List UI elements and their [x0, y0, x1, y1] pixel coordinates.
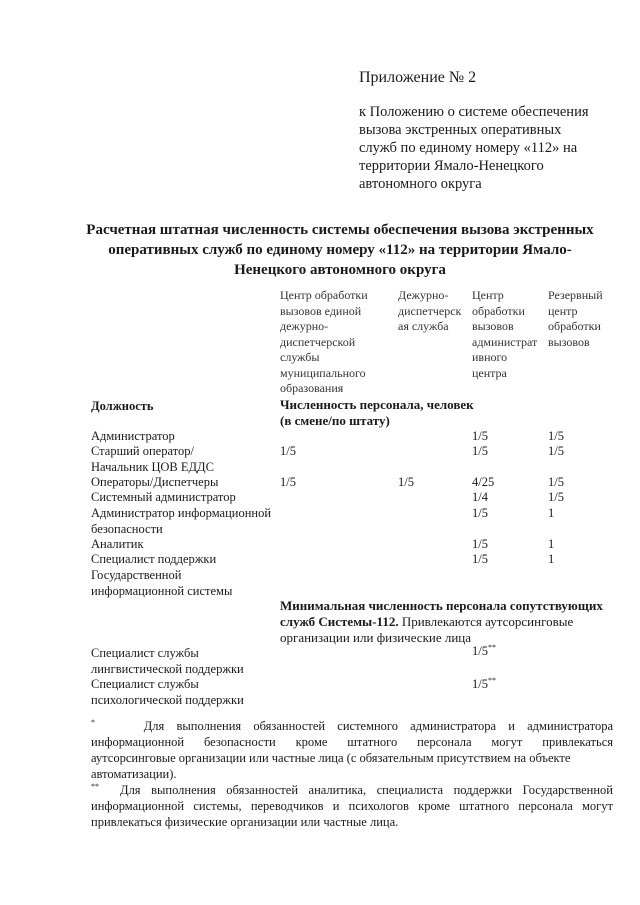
table-cell: 1/5: [472, 506, 488, 520]
column-header-line: диспетчерской: [280, 334, 356, 349]
column-header-line: ивного: [472, 350, 508, 364]
footnote-mark: **: [91, 781, 99, 791]
table-cell: 1/5: [548, 429, 564, 443]
table-cell: 1/5: [398, 475, 414, 489]
reference-block: [359, 103, 619, 193]
row-label-line: Начальник ЦОВ ЕДДС: [91, 460, 214, 474]
table-cell: 1/4: [472, 490, 488, 504]
table-cell: 1/5: [472, 444, 488, 458]
reference-line: автономного округа: [359, 176, 482, 192]
row-label-line: психологической поддержки: [91, 693, 244, 707]
table-row-label: [91, 536, 144, 552]
column-header-line: муниципального: [280, 365, 366, 380]
cell-value: 1/5: [472, 677, 488, 691]
column-header-line: Центр: [472, 288, 504, 302]
title-line: Ненецкого автономного округа: [234, 262, 446, 278]
table-cell: 1: [548, 506, 555, 520]
table-cell: [472, 643, 496, 659]
table-cell: 1/5: [472, 552, 488, 566]
footnote-line: аутсорсинговые организации или частные лица (с обязательным присутствием на объекте: [91, 751, 571, 765]
column-header-line: Дежурно-: [398, 288, 449, 302]
footnote-line: [91, 782, 613, 798]
table-cell: 4/25: [472, 475, 495, 489]
footnote-line: информационной безопасности кроме штатного персонала могут привлекаться: [91, 735, 613, 749]
reference-line: служб по единому номеру «112» на: [359, 140, 578, 156]
table-cell: 1/5: [280, 475, 296, 489]
title-line: оперативных служб по единому номеру «112» на территории Ямало-: [108, 242, 572, 258]
table-row-label: [91, 505, 271, 537]
column-header-line: вызовов единой: [280, 303, 362, 318]
min-staff-line: [280, 614, 603, 630]
appendix-title: Приложение № 2: [359, 69, 477, 86]
footnote-mark: **: [487, 642, 496, 652]
column-header-line: образования: [280, 381, 344, 395]
table-row-label: [91, 443, 214, 475]
column-header-line: центр: [548, 303, 578, 318]
table-cell: 1/5: [548, 444, 564, 458]
footnote-line: информационной системы, переводчиков и психологов кроме штатного персонала могут: [91, 799, 613, 813]
column-header-line: вызовов: [548, 334, 590, 349]
table-row-label: [91, 676, 244, 708]
column-header-line: Центр обработки: [280, 288, 368, 302]
reference-line: к Положению о системе обеспечения: [359, 104, 589, 120]
position-header: Должность: [91, 399, 154, 413]
table-row-label: [91, 474, 218, 490]
min-staff-line: организации или физические лица: [280, 630, 472, 645]
row-label-line: Администратор: [91, 429, 175, 443]
footnote: [91, 718, 613, 782]
cell-value: 1/5: [472, 644, 488, 658]
row-label-line: безопасности: [91, 522, 163, 536]
title-line: Расчетная штатная численность системы обеспечения вызова экстренных: [86, 222, 594, 238]
column-header-line: службы: [280, 350, 320, 364]
table-cell: 1/5: [472, 537, 488, 551]
row-label-line: Администратор информационной: [91, 506, 272, 520]
row-label-line: Аналитик: [91, 537, 144, 551]
table-row-label: [91, 645, 244, 677]
row-label-line: лингвистической поддержки: [91, 662, 244, 676]
table-cell: 1: [548, 537, 555, 551]
row-label-line: Старший оператор/: [91, 444, 194, 458]
table-row-label: [91, 551, 232, 599]
row-label-line: Специалист поддержки: [91, 552, 217, 566]
column-header-line: диспетчерск: [398, 303, 462, 318]
row-label-line: Системный администратор: [91, 490, 236, 504]
column-header-line: вызовов: [472, 319, 514, 333]
staff-header: [280, 397, 474, 429]
footnote: [91, 782, 613, 830]
reference-line: территории Ямало-Ненецкого: [359, 158, 544, 174]
row-label-line: Государственной: [91, 568, 182, 582]
footnote-line: привлекаться физические организации или частные лица.: [91, 815, 399, 829]
table-row-label: [91, 428, 175, 444]
row-label-line: Специалист службы: [91, 677, 199, 691]
column-header-line: дежурно-: [280, 319, 329, 333]
column-header-line: администрат: [472, 334, 538, 349]
footnote-text: Для выполнения обязанностей аналитика, специалиста поддержки Государственной: [120, 783, 613, 797]
footnote-line: автоматизации).: [91, 767, 177, 781]
footnote-mark: **: [487, 675, 496, 685]
row-label-line: Специалист службы: [91, 646, 199, 660]
row-label-line: Операторы/Диспетчеры: [91, 475, 219, 489]
table-cell: 1/5: [548, 475, 564, 489]
table-cell: [472, 676, 496, 692]
column-header-municipal: [280, 288, 368, 397]
min-staff-header: [280, 598, 603, 646]
min-staff-normal: Привлекаются аутсорсинговые: [398, 614, 574, 629]
column-header-line: ая служба: [398, 319, 449, 333]
table-cell: 1/5: [548, 490, 564, 504]
table-cell: 1/5: [280, 444, 296, 458]
column-header-line: Резервный: [548, 288, 603, 302]
min-staff-bold: служб Системы-112.: [280, 614, 399, 629]
staff-header-line: (в смене/по штату): [280, 413, 390, 428]
column-header-duty: [398, 288, 461, 335]
table-cell: 1: [548, 552, 555, 566]
column-header-reserve: [548, 288, 603, 350]
footnote-line: [91, 718, 613, 734]
min-staff-line: Минимальная численность персонала сопутствующих: [280, 598, 603, 613]
column-header-line: обработки: [548, 319, 601, 333]
footnote-mark: *: [91, 717, 95, 727]
document-title: [40, 220, 640, 280]
reference-line: вызова экстренных оперативных: [359, 122, 562, 138]
column-header-line: центра: [472, 365, 507, 380]
table-cell: 1/5: [472, 429, 488, 443]
table-row-label: [91, 489, 236, 505]
footnote-text: Для выполнения обязанностей системного администратора и администратора: [143, 719, 614, 733]
column-header-admin-center: [472, 288, 537, 381]
staff-header-line: Численность персонала, человек: [280, 397, 474, 412]
row-label-line: информационной системы: [91, 584, 233, 598]
column-header-line: обработки: [472, 303, 525, 318]
